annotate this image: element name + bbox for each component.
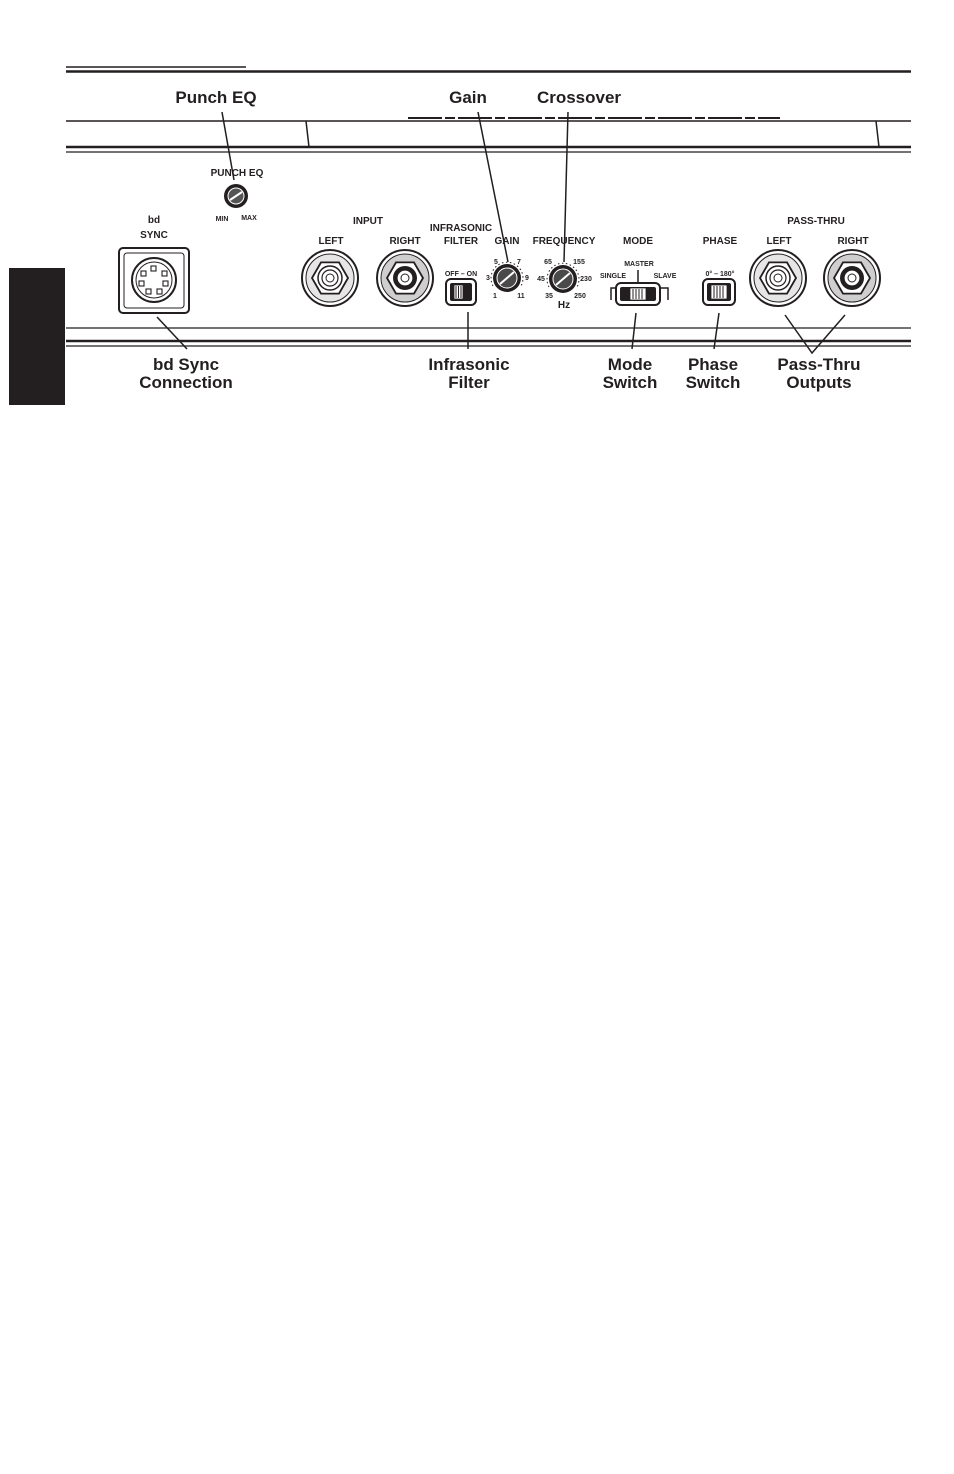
infrasonic-filter-switch[interactable] bbox=[446, 279, 476, 305]
input-left-label: LEFT bbox=[318, 236, 344, 247]
frequency-mark-250: 250 bbox=[574, 293, 586, 300]
bd-sync-label-line1: bd bbox=[147, 215, 161, 226]
punch-eq-panel-label: PUNCH EQ bbox=[210, 168, 264, 179]
gain-mark-1: 1 bbox=[493, 293, 497, 300]
infrasonic-off-on-label: OFF – ON bbox=[444, 271, 478, 278]
infrasonic-label-line2: FILTER bbox=[443, 236, 479, 247]
bd-sync-label-line2: SYNC bbox=[140, 230, 168, 241]
punch-eq-min-label: MIN bbox=[215, 216, 229, 223]
gain-label: GAIN bbox=[494, 236, 520, 247]
punch-eq-knob[interactable] bbox=[224, 184, 248, 208]
mode-switch-callout: Mode Switch bbox=[602, 355, 658, 392]
phase-label: PHASE bbox=[702, 236, 738, 247]
phase-switch-callout: Phase Switch bbox=[685, 355, 741, 392]
chassis-bottom bbox=[66, 328, 911, 346]
pass-thru-outputs-callout: Pass-Thru Outputs bbox=[777, 355, 861, 392]
punch-eq-max-label: MAX bbox=[241, 215, 257, 222]
bd-sync-connection-callout: bd Sync Connection bbox=[139, 355, 233, 392]
frequency-mark-230: 230 bbox=[580, 276, 592, 283]
punch-eq-callout: Punch EQ bbox=[175, 88, 257, 107]
infrasonic-label-line1: INFRASONIC bbox=[429, 223, 493, 234]
gain-mark-5: 5 bbox=[494, 259, 498, 266]
frequency-mark-155: 155 bbox=[573, 259, 585, 266]
pass-thru-right-label: RIGHT bbox=[837, 236, 869, 247]
chassis-top bbox=[66, 118, 911, 152]
phase-range-label: 0° – 180° bbox=[705, 271, 735, 278]
frequency-unit-label: Hz bbox=[557, 300, 571, 311]
gain-callout: Gain bbox=[449, 88, 487, 107]
pass-thru-right-jack[interactable] bbox=[824, 250, 880, 306]
mode-label: MODE bbox=[623, 236, 653, 247]
pass-thru-left-label: LEFT bbox=[766, 236, 792, 247]
mode-master-label: MASTER bbox=[624, 261, 654, 268]
gain-knob[interactable] bbox=[491, 262, 523, 292]
pass-thru-label: PASS-THRU bbox=[787, 216, 845, 227]
input-label: INPUT bbox=[353, 216, 383, 227]
frequency-knob[interactable] bbox=[547, 263, 579, 293]
frequency-mark-35: 35 bbox=[545, 293, 553, 300]
pass-thru-left-jack[interactable] bbox=[750, 250, 806, 306]
frequency-mark-45: 45 bbox=[537, 276, 545, 283]
input-right-label: RIGHT bbox=[389, 236, 421, 247]
mode-single-label: SINGLE bbox=[599, 273, 627, 280]
gain-mark-9: 9 bbox=[525, 275, 529, 282]
frequency-mark-65: 65 bbox=[544, 259, 552, 266]
infrasonic-filter-callout: Infrasonic Filter bbox=[428, 355, 510, 392]
mode-slave-label: SLAVE bbox=[653, 273, 677, 280]
phase-switch[interactable] bbox=[703, 279, 735, 305]
gain-mark-7: 7 bbox=[517, 259, 521, 266]
gain-mark-3: 3 bbox=[486, 275, 490, 282]
input-left-jack[interactable] bbox=[302, 250, 358, 306]
frequency-label: FREQUENCY bbox=[532, 236, 596, 247]
input-right-jack[interactable] bbox=[377, 250, 433, 306]
crossover-callout: Crossover bbox=[536, 88, 622, 107]
gain-mark-11: 11 bbox=[517, 293, 525, 300]
bd-sync-connector bbox=[119, 248, 189, 313]
